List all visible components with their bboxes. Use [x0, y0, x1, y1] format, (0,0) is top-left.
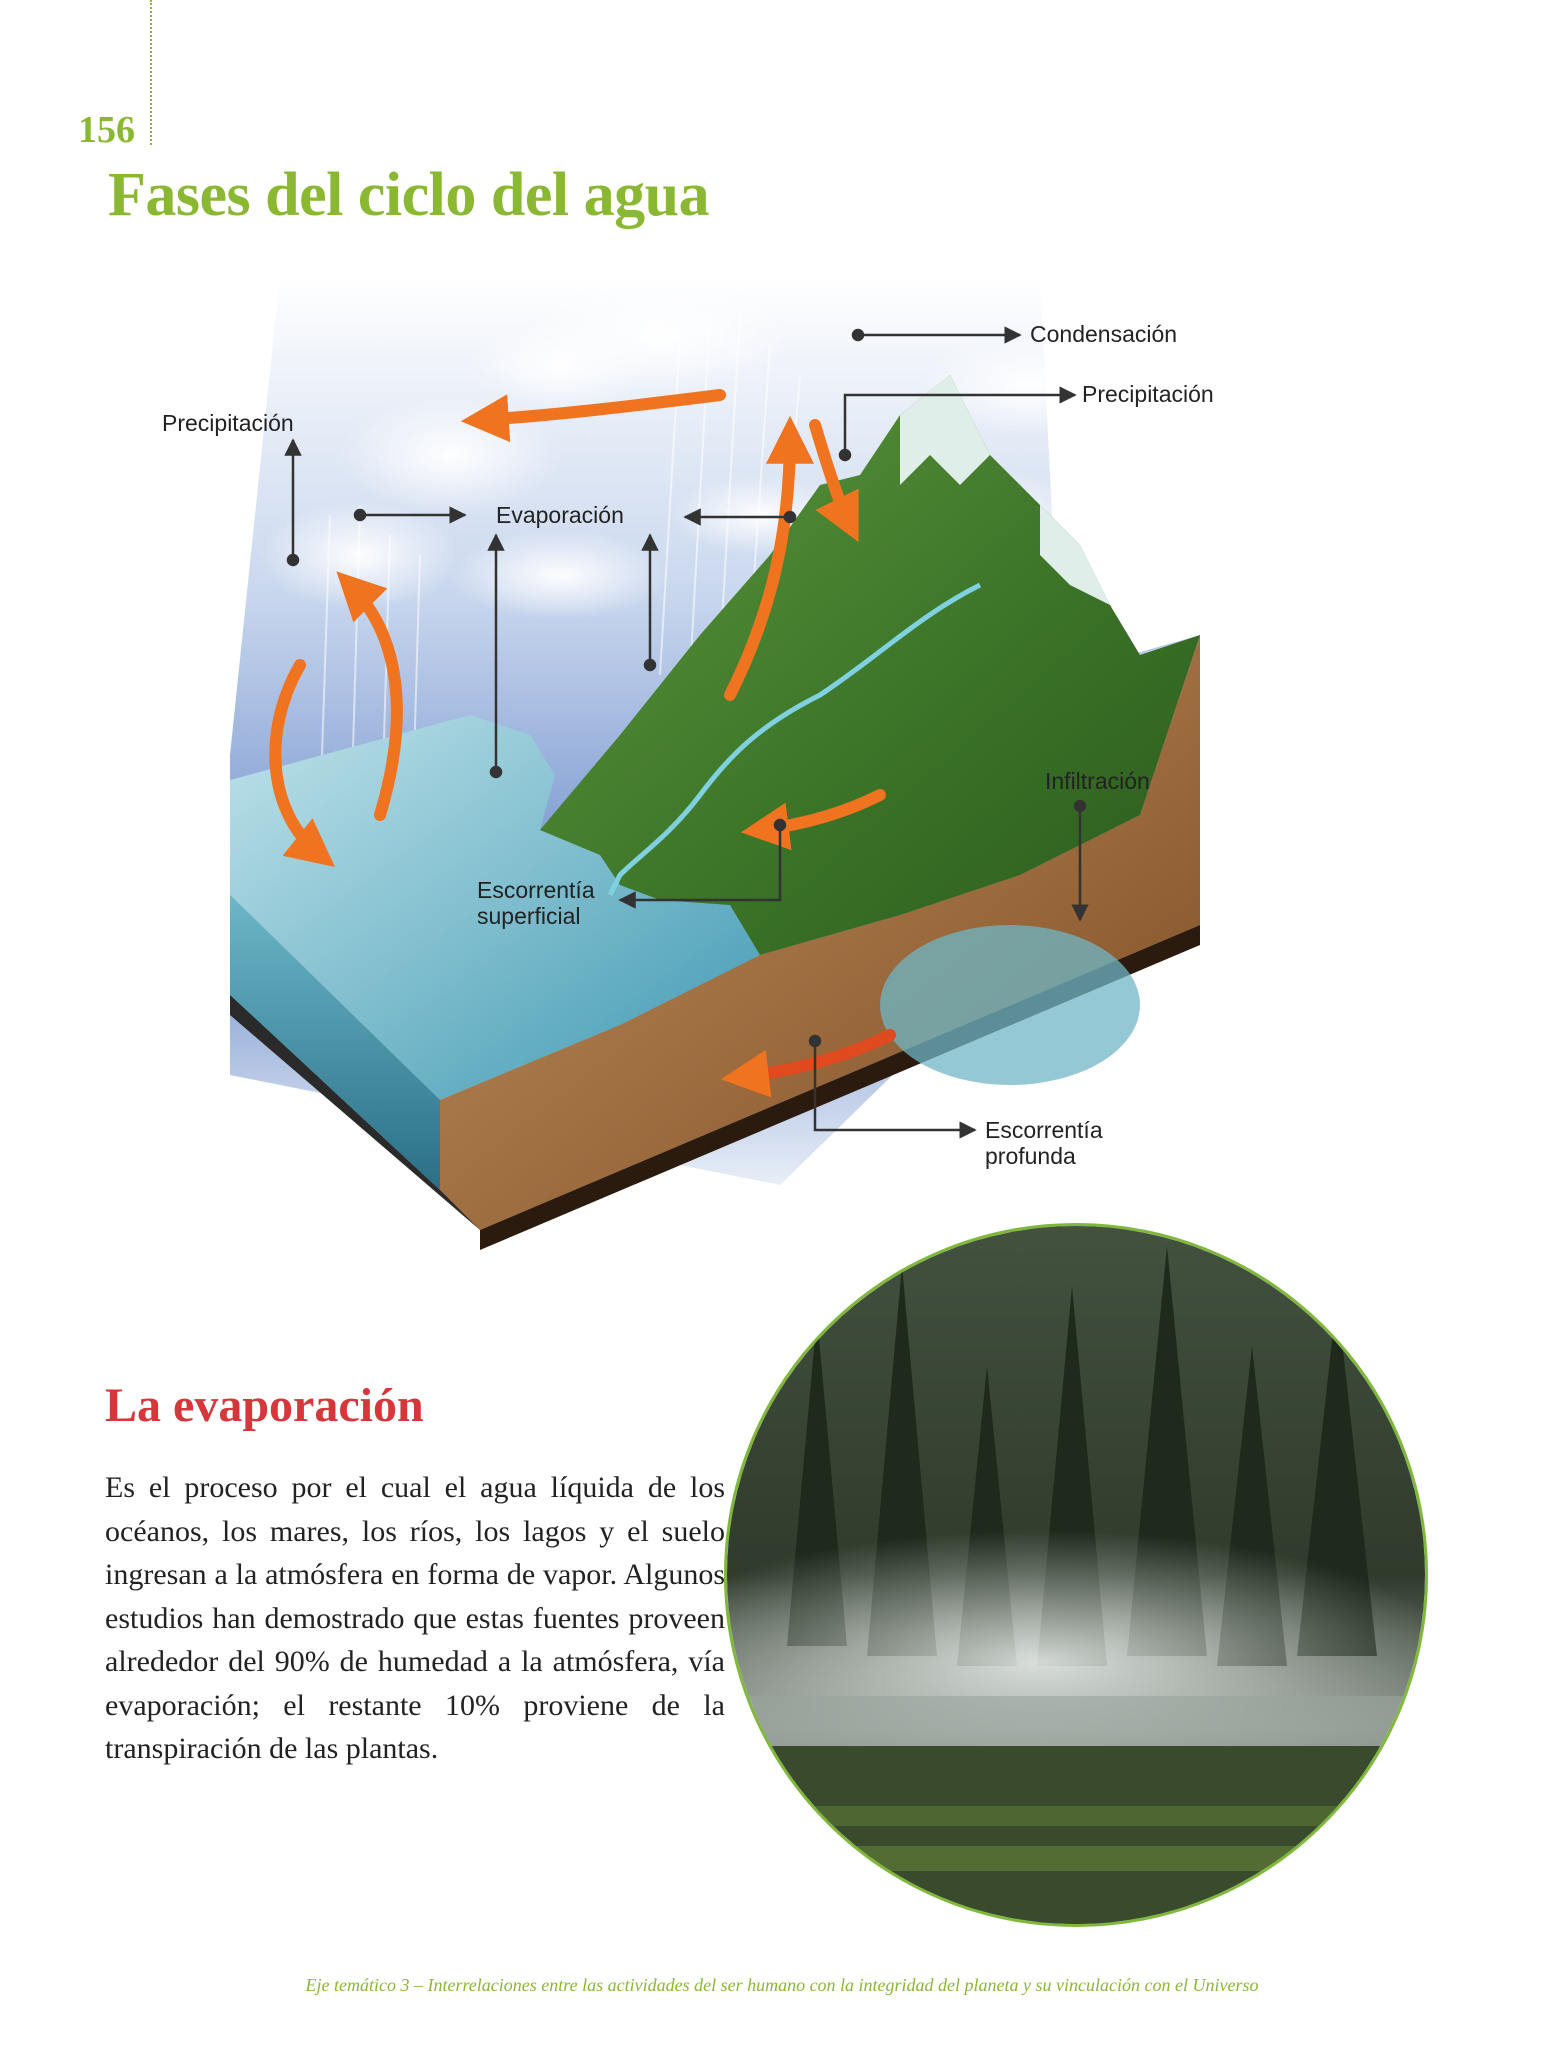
label-precipitacion-right: Precipitación	[1082, 381, 1214, 407]
section-title: La evaporación	[105, 1379, 424, 1432]
label-infiltracion: Infiltración	[1045, 768, 1150, 794]
page-number: 156	[78, 109, 135, 151]
label-escorrentia-profunda-line2: profunda	[985, 1143, 1076, 1169]
page-footer: Eje temático 3 – Interrelaciones entre las actividades del ser humano con la integridad del planeta y su vinculación con el Universo	[305, 1975, 1259, 1995]
water-cycle-illustration	[0, 255, 1564, 1255]
aquifer	[880, 925, 1140, 1085]
label-escorrentia-superficial-line1: Escorrentía	[477, 877, 595, 903]
label-precipitacion-left: Precipitación	[162, 410, 294, 436]
page-title: Fases del ciclo del agua	[108, 161, 710, 229]
misty-forest-photo	[724, 1223, 1428, 1927]
misty-forest-image	[727, 1226, 1425, 1924]
margin-dotted-line	[150, 0, 152, 145]
label-escorrentia-superficial-line2: superficial	[477, 903, 581, 929]
section-body: Es el proceso por el cual el agua líquida de los océanos, los mares, los ríos, los lagos y el suelo ingresan a la atmósfera en forma de vapor. Algunos estudios han demostrado que estas fuentes proveen alrededor del 90% de humedad a la atmósfera, vía evaporación; el restante 10% proviene de la transpiración de las plantas.	[105, 1471, 725, 1765]
label-escorrentia-profunda	[985, 1117, 1103, 1169]
label-condensacion: Condensación	[1030, 321, 1178, 347]
label-escorrentia-profunda-line1: Escorrentía	[985, 1117, 1103, 1143]
label-evaporacion: Evaporación	[496, 502, 624, 528]
label-escorrentia-superficial	[477, 877, 595, 929]
water-cycle-diagram	[0, 255, 1564, 1255]
